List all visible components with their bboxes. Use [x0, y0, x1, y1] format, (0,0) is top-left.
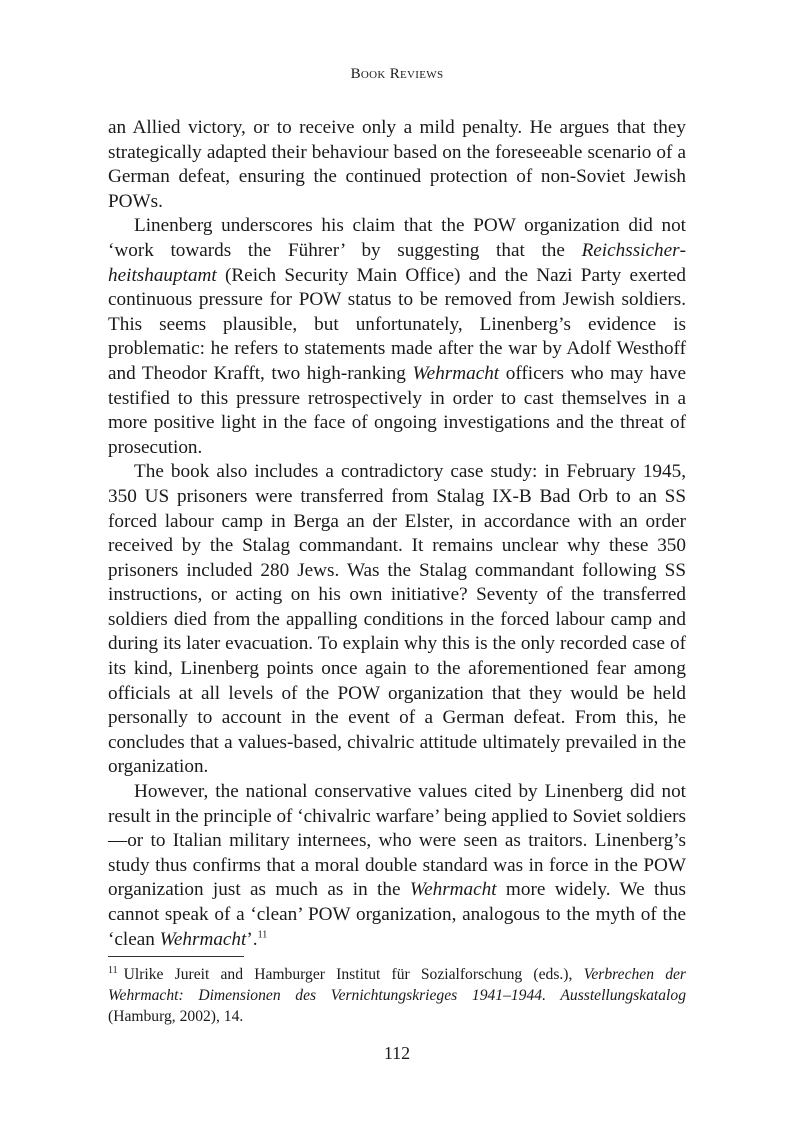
- footnote-number: 11: [108, 964, 118, 976]
- italic-term: Wehrmacht: [409, 879, 497, 901]
- text-run: an Allied victory, or to receive only a mild penalty. He argues that they strategically adapted their behaviour based on the foreseeable scenario of a German defeat, ensuring the continued protection of non-Soviet Jewish POWs.: [108, 117, 686, 212]
- italic-term: Wehrmacht: [412, 362, 500, 384]
- book-page: [108, 0, 686, 1131]
- text-run: (Reich Security Main Office) and the Nazi Party exerted continuous pressure for POW status to be removed from Jewish soldiers. This seems plausible, but unfortunately, Linenberg’s evidence is problematic: he refers to statements made after the war by Adolf Westhoff and Theodor Krafft, two high-ranking: [108, 264, 686, 384]
- paragraph: [108, 214, 686, 460]
- text-run: Linenberg underscores his claim that the POW organization did not ‘work towards the Führer’ by suggesting that the: [108, 215, 686, 261]
- italic-term: Reichssicherheitshauptamt: [108, 239, 686, 286]
- text-run: However, the national conservative values cited by Linenberg did not result in the principle of ‘chivalric warfare’ being applied to Soviet soldiers—or to Italian military internees, who were seen as traitors. Linenberg’s study thus confirms that a moral double standard was in force in the POW organization just as much as in the: [108, 781, 686, 901]
- body-text: [108, 116, 686, 952]
- text-run: officers who may have testified to this pressure retrospectively in order to cast themselves in a more positive light in the face of ongoing investigations and the threat of prosecution.: [108, 362, 687, 458]
- text-run: more widely. We thus cannot speak of a ‘clean’ POW organization, analogous to the myth of the ‘clean: [108, 879, 686, 950]
- footnote-ref: 11: [257, 929, 268, 941]
- text-run: The book also includes a contradictory case study: in February 1945, 350 US prisoners were transferred from Stalag IX-B Bad Orb to an SS forced labour camp in Berga an der Elster, in accordance with an order received by the Stalag commandant. It remains unclear why these 350 prisoners included 280 Jews. Was the Stalag commandant following SS instructions, or acting on his own initiative? Seventy of the transferred soldiers died from the appalling conditions in the forced labour camp and during its later evacuation. To explain why this is the only recorded case of its kind, Linenberg points once again to the aforementioned fear among officials at all levels of the POW organization that they would be held personally to account in the event of a German defeat. From this, he concludes that a values-based, chivalric attitude ultimately prevailed in the organization.: [108, 461, 686, 778]
- footnote-text: [108, 966, 686, 1025]
- italic-term: Wehrmacht: [159, 928, 247, 950]
- footnote: [108, 964, 686, 1027]
- page-number: 112: [383, 1043, 411, 1063]
- text-run: ’.: [246, 928, 258, 950]
- italic-term: Verbrechen der Wehrmacht: Dimensionen des Vernichtungskrieges 1941–1944. Ausstellungskatalog: [108, 966, 686, 1004]
- running-head: Book Reviews: [350, 66, 444, 82]
- text-run: Ulrike Jureit and Hamburger Institut für Sozialforschung (eds.),: [123, 966, 584, 983]
- paragraph: [108, 460, 686, 780]
- footnote-rule: [108, 956, 244, 957]
- paragraph: [108, 780, 686, 952]
- text-run: (Hamburg, 2002), 14.: [108, 1008, 244, 1025]
- paragraph: [108, 116, 686, 214]
